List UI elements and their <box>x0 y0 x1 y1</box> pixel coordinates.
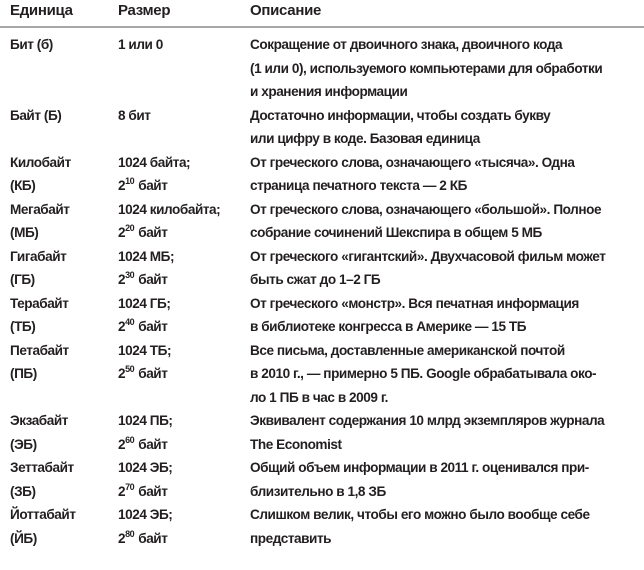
size-text: 1024 ЭБ; <box>118 460 173 475</box>
power-unit: байт <box>138 178 168 193</box>
unit-text: (ПБ) <box>10 366 37 381</box>
description-line: в библиотеке конгресса в Америке — 15 ТБ <box>250 319 527 334</box>
size-power <box>118 433 246 457</box>
unit-cell <box>10 245 115 292</box>
description-cell <box>250 339 644 410</box>
size-text: 1024 ПБ; <box>118 413 173 428</box>
power-exponent: 20 <box>125 223 135 233</box>
description-line: От греческого слова, означающего «тысяча». Одна <box>250 154 575 170</box>
table-row <box>0 409 644 456</box>
description-line: представить <box>250 530 332 546</box>
unit-text: Килобайт <box>10 154 71 170</box>
unit-text: (КБ) <box>10 178 36 193</box>
size-cell <box>118 409 246 456</box>
power-base: 2 <box>118 319 126 334</box>
size-cell <box>118 456 246 503</box>
table-row <box>0 151 644 198</box>
power-base: 2 <box>118 483 126 499</box>
description-line: От греческого «гигантский». Двухчасовой фильм может <box>250 248 606 264</box>
unit-text: Терабайт <box>10 295 69 311</box>
description-line: The Economist <box>250 436 342 452</box>
table-row <box>0 33 644 104</box>
size-text: 1024 килобайта; <box>118 201 221 217</box>
description-cell <box>250 409 644 456</box>
description-cell <box>250 503 644 550</box>
table-row <box>0 245 644 292</box>
power-exponent: 60 <box>125 434 135 445</box>
unit-text: Зеттабайт <box>10 460 74 475</box>
power-unit: байт <box>138 483 168 499</box>
description-line: в 2010 г., — примерно 5 ПБ. Google обрабатывала око- <box>250 366 597 381</box>
header-description: Описание <box>250 2 322 19</box>
size-text: 1024 МБ; <box>118 248 175 264</box>
size-text: 1024 байта; <box>118 154 191 170</box>
unit-text: Гигабайт <box>10 248 67 264</box>
description-cell <box>250 456 644 503</box>
size-cell <box>118 104 246 128</box>
description-line: Слишком велик, чтобы его можно было вообще себе <box>250 507 590 522</box>
size-text: 1024 ЭБ; <box>118 507 173 522</box>
size-cell <box>118 33 246 57</box>
unit-text: Экзабайт <box>10 413 68 428</box>
power-exponent: 50 <box>125 364 135 374</box>
unit-text: (ЙБ) <box>10 530 37 546</box>
unit-cell <box>10 503 115 550</box>
header-size: Размер <box>118 2 171 19</box>
unit-text: Байт (Б) <box>10 107 62 123</box>
size-text: 1 или 0 <box>118 37 163 52</box>
power-base: 2 <box>118 436 126 452</box>
unit-text: (МБ) <box>10 225 39 240</box>
description-line: (1 или 0), используемого компьютерами для обработки <box>250 60 603 76</box>
table-body <box>0 33 644 550</box>
unit-cell <box>10 151 115 198</box>
unit-text: Мегабайт <box>10 201 70 217</box>
table-row <box>0 104 644 151</box>
unit-cell <box>10 198 115 245</box>
unit-cell <box>10 292 115 339</box>
size-cell <box>118 292 246 339</box>
table-row <box>0 198 644 245</box>
description-line: страница печатного текста — 2 КБ <box>250 178 467 193</box>
power-base: 2 <box>118 272 126 287</box>
description-line: собрание сочинений Шекспира в общем 5 МБ <box>250 225 542 240</box>
size-power <box>118 527 246 551</box>
unit-cell <box>10 456 115 503</box>
description-line: Все письма, доставленные американской почтой <box>250 342 565 358</box>
description-line: Общий объем информации в 2011 г. оценивался при- <box>250 460 589 475</box>
unit-text: (ЭБ) <box>10 436 37 452</box>
table-row <box>0 456 644 503</box>
unit-text: Петабайт <box>10 342 69 358</box>
unit-cell <box>10 409 115 456</box>
size-cell <box>118 339 246 386</box>
description-line: и хранения информации <box>250 84 408 99</box>
description-cell <box>250 104 644 151</box>
size-text: 1024 ГБ; <box>118 295 171 311</box>
size-power <box>118 315 246 339</box>
power-base: 2 <box>118 366 126 381</box>
size-power <box>118 362 246 386</box>
power-exponent: 10 <box>125 176 135 186</box>
size-cell <box>118 151 246 198</box>
unit-cell <box>10 104 115 128</box>
power-unit: байт <box>138 530 168 546</box>
description-cell <box>250 245 644 292</box>
description-line: От греческого «монстр». Вся печатная информация <box>250 295 579 311</box>
size-power <box>118 480 246 504</box>
power-unit: байт <box>138 225 168 240</box>
description-line: Достаточно информации, чтобы создать букву <box>250 107 551 123</box>
unit-text: (ТБ) <box>10 319 36 334</box>
description-line: От греческого слова, означающего «большой». Полное <box>250 201 602 217</box>
unit-cell <box>10 33 115 57</box>
description-cell <box>250 151 644 198</box>
power-base: 2 <box>118 225 126 240</box>
description-cell <box>250 33 644 104</box>
unit-text: (ЗБ) <box>10 483 36 499</box>
size-text: 1024 ТБ; <box>118 342 172 358</box>
table-row <box>0 339 644 410</box>
description-line: или цифру в коде. Базовая единица <box>250 131 480 146</box>
table-row <box>0 503 644 550</box>
unit-text: (ГБ) <box>10 272 35 287</box>
size-cell <box>118 503 246 550</box>
power-unit: байт <box>138 366 168 381</box>
size-text: 8 бит <box>118 107 151 123</box>
description-cell <box>250 292 644 339</box>
power-exponent: 70 <box>125 481 135 492</box>
table-header <box>0 0 644 28</box>
description-line: быть сжат до 1–2 ГБ <box>250 272 381 287</box>
power-base: 2 <box>118 178 126 193</box>
power-unit: байт <box>138 319 168 334</box>
power-unit: байт <box>138 436 168 452</box>
header-unit: Единица <box>10 2 73 19</box>
size-power <box>118 174 246 198</box>
description-line: Сокращение от двоичного знака, двоичного кода <box>250 37 563 52</box>
unit-text: Бит (б) <box>10 37 53 52</box>
description-line: ло 1 ПБ в час в 2009 г. <box>250 389 388 405</box>
power-exponent: 30 <box>125 270 135 280</box>
description-line: близительно в 1,8 ЗБ <box>250 483 386 499</box>
size-power <box>118 268 246 292</box>
power-unit: байт <box>138 272 168 287</box>
size-cell <box>118 245 246 292</box>
description-cell <box>250 198 644 245</box>
table-row <box>0 292 644 339</box>
size-cell <box>118 198 246 245</box>
unit-cell <box>10 339 115 386</box>
description-line: Эквивалент содержания 10 млрд экземпляров журнала <box>250 413 605 428</box>
unit-text: Йоттабайт <box>10 507 76 522</box>
power-exponent: 40 <box>125 317 135 327</box>
size-power <box>118 221 246 245</box>
power-exponent: 80 <box>125 528 135 539</box>
power-base: 2 <box>118 530 126 546</box>
